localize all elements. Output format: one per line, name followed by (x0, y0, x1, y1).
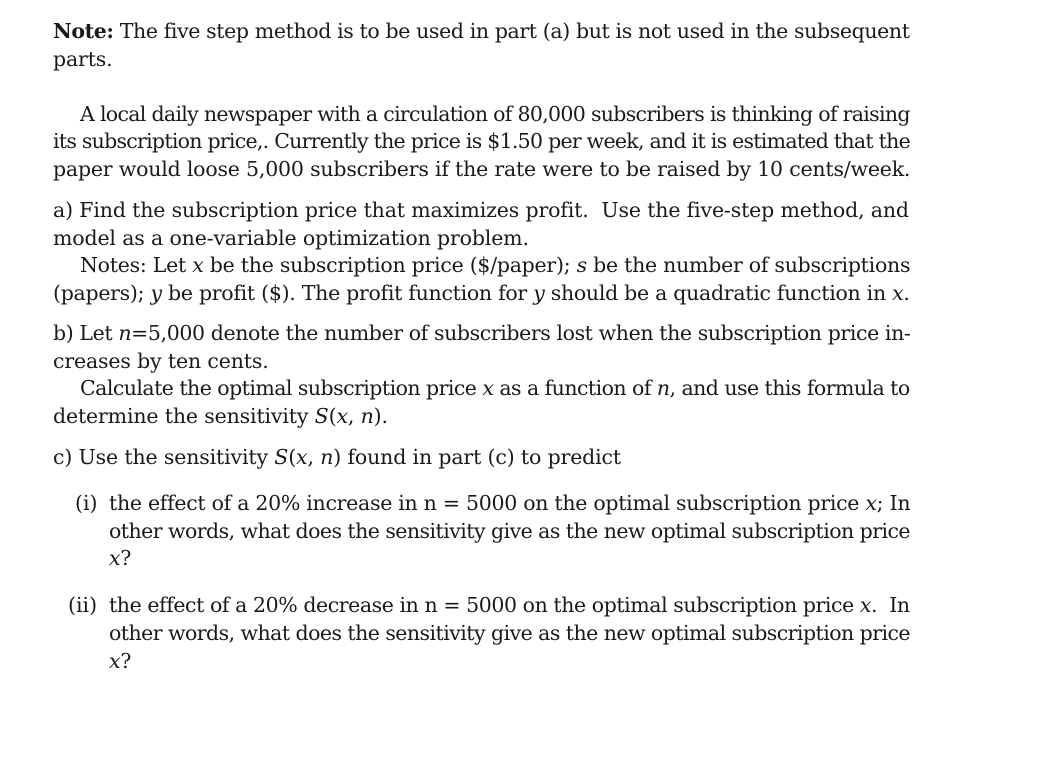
text-run: ? (120, 649, 132, 673)
text-run: ( (328, 404, 337, 428)
note-line-1 (53, 17, 910, 45)
math-var: x (336, 404, 348, 428)
part-b-line-2: creases by ten cents. (53, 349, 269, 373)
item-ii-line-1 (109, 591, 910, 619)
math-var: s (576, 253, 587, 277)
part-a-line-2: model as a one-variable optimization problem. (53, 226, 529, 250)
item-ii-line-2: other words, what does the sensitivity give as the new optimal subscription price (109, 621, 911, 645)
part-a-notes-line-2 (53, 279, 910, 307)
math-var: x (892, 281, 904, 305)
text-run: =5,000 denote the number of subscribers lost when the subscription price in- (131, 321, 911, 345)
text-run: (papers); (53, 281, 151, 305)
math-var: n (360, 404, 374, 428)
part-a-notes-line-1 (80, 251, 910, 279)
part-b-line-3 (80, 374, 910, 402)
math-var: S (314, 404, 329, 428)
item-i-line-3 (109, 544, 131, 572)
part-b-line-1 (53, 319, 910, 347)
math-var: x (109, 546, 121, 570)
math-var: y (150, 281, 162, 305)
text-run: the effect of a 20% decrease in n = 5000 on the optimal subscription price (109, 593, 860, 617)
item-ii-line-3 (109, 647, 131, 675)
item-ii-label: (ii) (68, 593, 98, 617)
math-var: x (859, 593, 871, 617)
note-text: The five step method is to be used in part (a) but is not used in the subsequent (119, 19, 910, 43)
text-run: , (307, 445, 321, 469)
item-i-label: (i) (75, 491, 98, 515)
part-b-line-4 (53, 402, 388, 430)
math-var: n (656, 376, 670, 400)
math-var: S (274, 445, 289, 469)
note-label: Note: (53, 19, 114, 43)
text-run: Calculate the optimal subscription price (80, 376, 483, 400)
item-i-line-1 (109, 489, 910, 517)
text-run: ) found in part (c) to predict (333, 445, 621, 469)
math-var: y (533, 281, 545, 305)
text-run: . (903, 281, 910, 305)
part-a-line-1: a) Find the subscription price that maximizes profit. Use the five-step method, and (53, 198, 909, 222)
text-run: , (347, 404, 361, 428)
item-i-line-2: other words, what does the sensitivity give as the new optimal subscription price (109, 519, 911, 543)
text-run: as a function of (493, 376, 657, 400)
math-var: x (865, 491, 877, 515)
text-run: be the number of subscriptions (586, 253, 911, 277)
intro-line-1: A local daily newspaper with a circulation of 80,000 subscribers is thinking of raising (80, 102, 910, 126)
text-run: ? (120, 546, 132, 570)
text-run: , and use this formula to (669, 376, 910, 400)
text-run: c) Use the sensitivity (53, 445, 275, 469)
math-var: n (320, 445, 334, 469)
text-run: ). (373, 404, 388, 428)
intro-line-2: its subscription price,. Currently the price is $1.50 per week, and it is estimated that the (53, 129, 910, 153)
text-run: should be a quadratic function in (544, 281, 893, 305)
text-run: ; In (876, 491, 911, 515)
math-var: x (192, 253, 204, 277)
note-line-2: parts. (53, 47, 113, 71)
math-var: n (118, 321, 132, 345)
text-run: the effect of a 20% increase in n = 5000 on the optimal subscription price (109, 491, 866, 515)
intro-line-3: paper would loose 5,000 subscribers if the rate were to be raised by 10 cents/week. (53, 157, 911, 181)
text-run: b) Let (53, 321, 119, 345)
math-var: x (296, 445, 308, 469)
part-c-line-1 (53, 443, 621, 471)
text-run: ( (288, 445, 297, 469)
text-run: Notes: Let (80, 253, 193, 277)
text-run: be profit ($). The profit function for (161, 281, 534, 305)
math-var: x (109, 649, 121, 673)
text-run: . In (871, 593, 910, 617)
text-run: be the subscription price ($/paper); (203, 253, 577, 277)
math-var: x (482, 376, 494, 400)
text-run: determine the sensitivity (53, 404, 315, 428)
